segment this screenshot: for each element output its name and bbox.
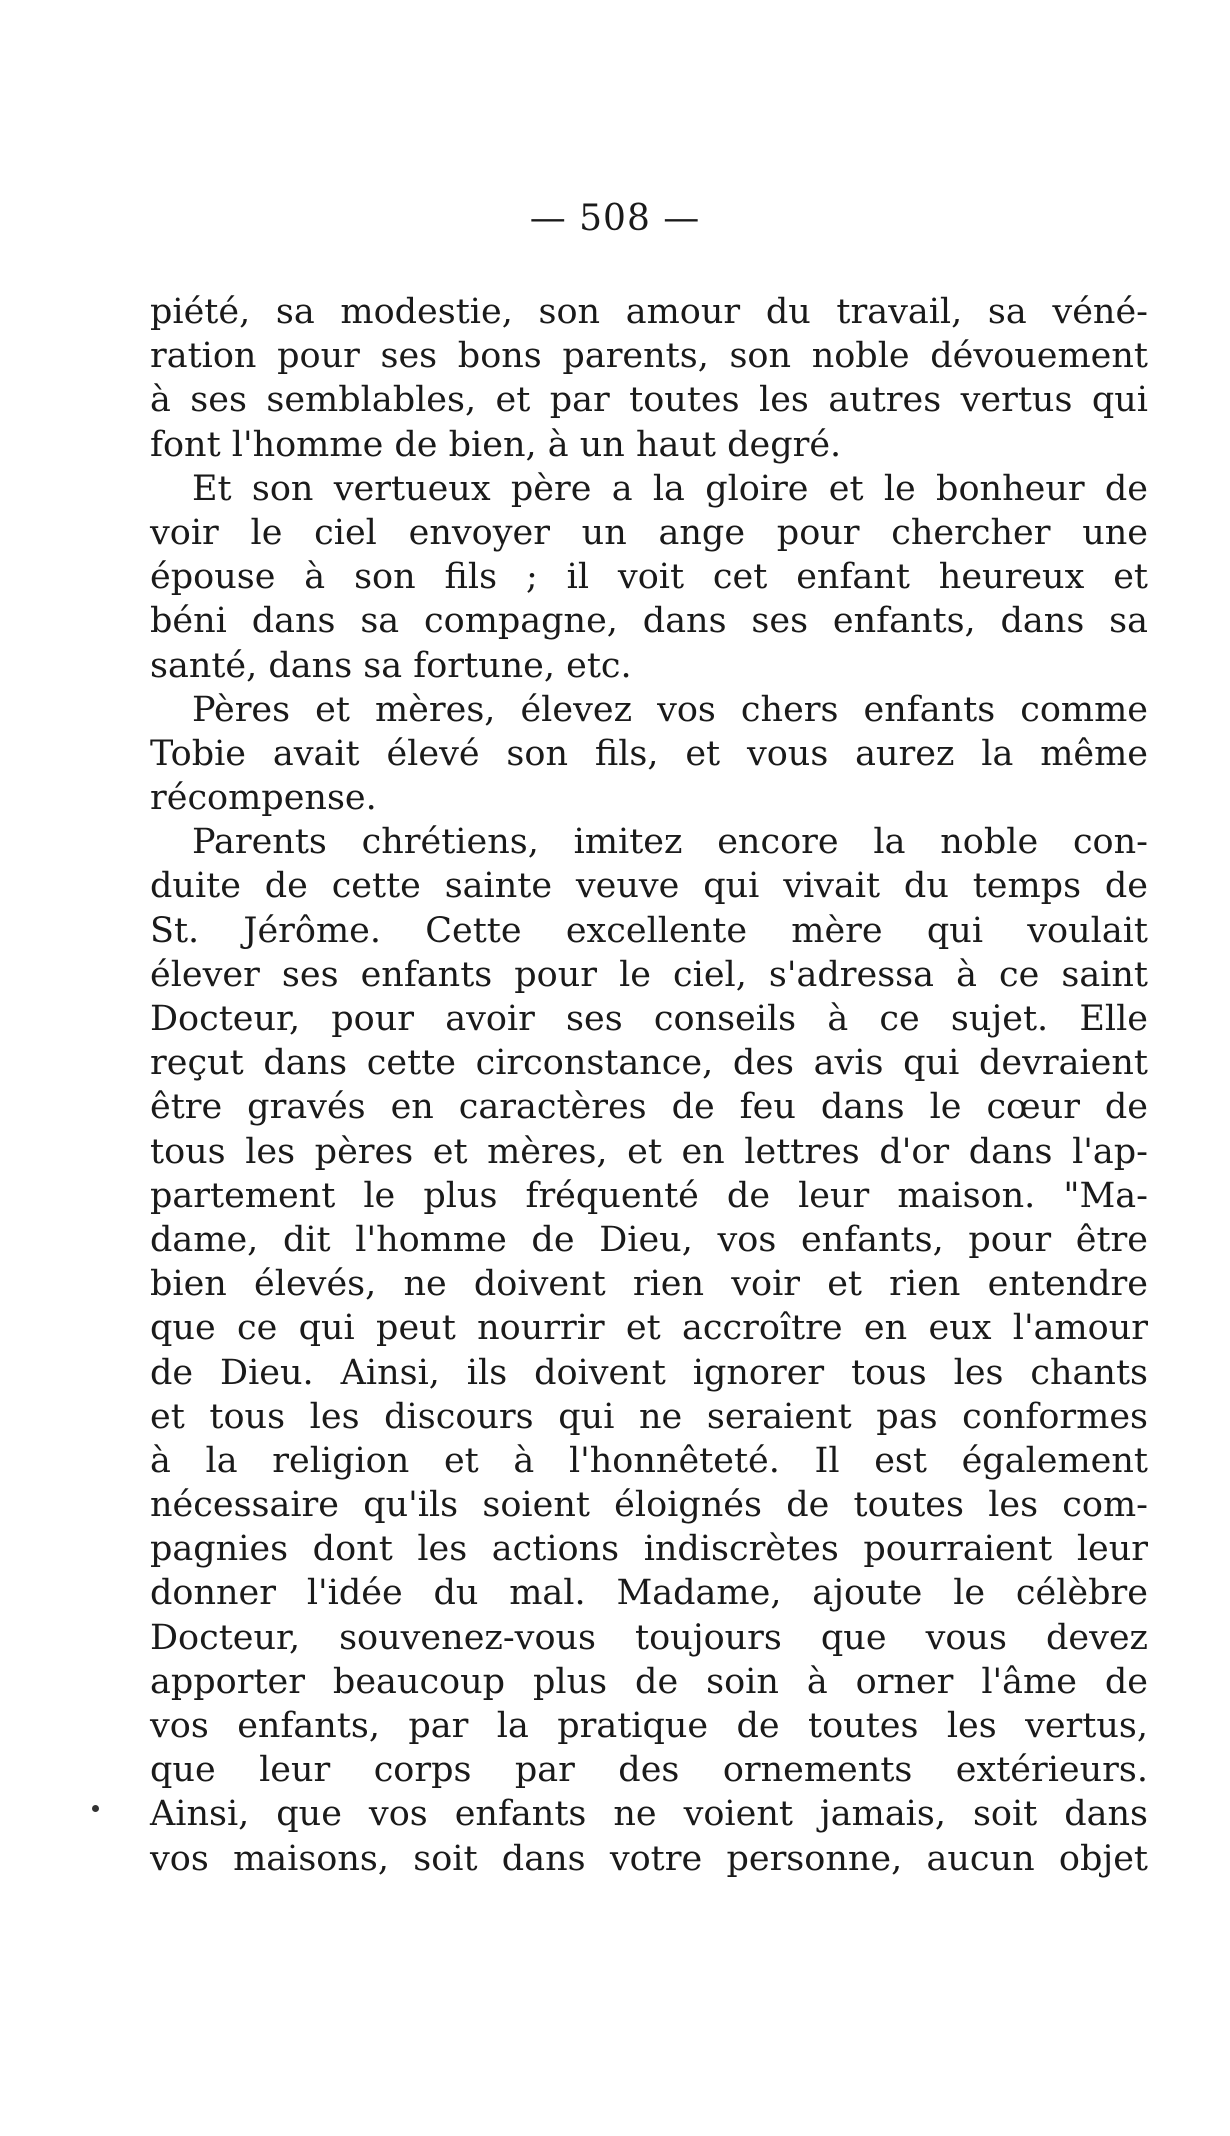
text-line: Tobie avait élevé son fils, et vous aurez la même bbox=[150, 733, 1148, 774]
text-line: dame, dit l'homme de Dieu, vos enfants, pour être bbox=[150, 1219, 1148, 1260]
text-line: piété, sa modestie, son amour du travail, sa véné- bbox=[150, 292, 1148, 332]
text-line: de Dieu. Ainsi, ils doivent ignorer tous les chants bbox=[150, 1352, 1148, 1393]
text-line: Parents chrétiens, imitez encore la noble con- bbox=[192, 822, 1148, 863]
text-line: vos maisons, soit dans votre personne, aucun objet bbox=[150, 1838, 1148, 1879]
text-line: Docteur, souvenez-vous toujours que vous devez bbox=[150, 1617, 1148, 1658]
text-line: voir le ciel envoyer un ange pour chercher une bbox=[150, 512, 1148, 553]
text-line: donner l'idée du mal. Madame, ajoute le célèbre bbox=[150, 1573, 1148, 1614]
text-line: tous les pères et mères, et en lettres d'or dans l'ap- bbox=[150, 1131, 1148, 1172]
text-line: St. Jérôme. Cette excellente mère qui voulait bbox=[150, 910, 1148, 951]
text-line: et tous les discours qui ne seraient pas conformes bbox=[150, 1396, 1148, 1437]
text-line: reçut dans cette circonstance, des avis qui devraient bbox=[150, 1043, 1148, 1084]
text-line: apporter beaucoup plus de soin à orner l'âme de bbox=[150, 1661, 1148, 1702]
text-line: à ses semblables, et par toutes les autres vertus qui bbox=[150, 380, 1148, 421]
margin-dot bbox=[92, 1805, 99, 1812]
text-line: être gravés en caractères de feu dans le cœur de bbox=[150, 1087, 1148, 1128]
text-line: Pères et mères, élevez vos chers enfants comme bbox=[192, 689, 1148, 730]
text-line: bien élevés, ne doivent rien voir et rien entendre bbox=[150, 1264, 1148, 1305]
page-number: — 508 — bbox=[529, 198, 701, 239]
text-line: pagnies dont les actions indiscrètes pourraient leur bbox=[150, 1529, 1148, 1570]
text-line: ration pour ses bons parents, son noble dévouement bbox=[150, 336, 1148, 377]
body-text bbox=[150, 290, 1148, 1881]
text-line: nécessaire qu'ils soient éloignés de toutes les com- bbox=[150, 1485, 1148, 1526]
text-line: que ce qui peut nourrir et accroître en eux l'amour bbox=[150, 1308, 1148, 1349]
text-line: que leur corps par des ornements extérieurs. bbox=[150, 1750, 1148, 1791]
text-line: duite de cette sainte veuve qui vivait du temps de bbox=[150, 866, 1148, 907]
text-line: récompense. bbox=[150, 778, 377, 819]
text-line: Docteur, pour avoir ses conseils à ce sujet. Elle bbox=[150, 999, 1148, 1039]
text-line: à la religion et à l'honnêteté. Il est également bbox=[150, 1440, 1148, 1481]
text-line: font l'homme de bien, à un haut degré. bbox=[150, 424, 842, 465]
text-line: Et son vertueux père a la gloire et le bonheur de bbox=[192, 468, 1148, 509]
text-line: Ainsi, que vos enfants ne voient jamais, soit dans bbox=[150, 1794, 1148, 1835]
text-line: partement le plus fréquenté de leur maison. "Ma- bbox=[150, 1175, 1148, 1216]
text-line: vos enfants, par la pratique de toutes les vertus, bbox=[150, 1706, 1148, 1746]
text-line: santé, dans sa fortune, etc. bbox=[150, 645, 632, 686]
text-line: épouse à son fils ; il voit cet enfant heureux et bbox=[150, 557, 1148, 598]
text-line: élever ses enfants pour le ciel, s'adressa à ce saint bbox=[150, 954, 1148, 995]
text-line: béni dans sa compagne, dans ses enfants, dans sa bbox=[150, 601, 1148, 642]
